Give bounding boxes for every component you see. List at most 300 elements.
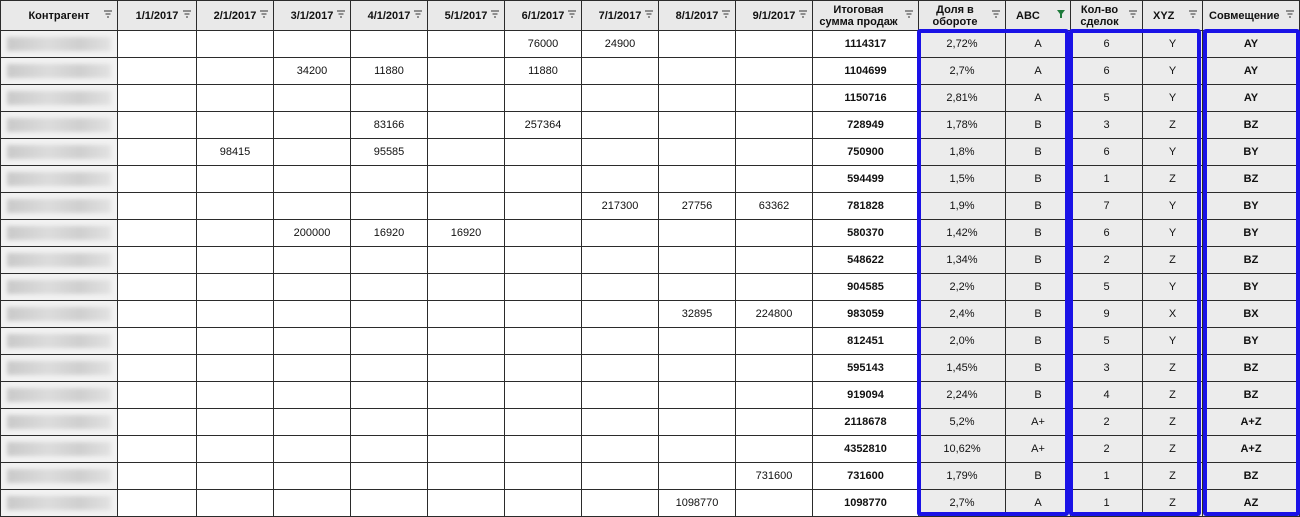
filter-icon[interactable] bbox=[798, 9, 808, 19]
deals-cell[interactable]: 3 bbox=[1071, 355, 1143, 382]
month-cell[interactable] bbox=[659, 220, 736, 247]
month-cell[interactable] bbox=[736, 274, 813, 301]
counterparty-cell[interactable] bbox=[1, 490, 118, 517]
month-cell[interactable] bbox=[659, 328, 736, 355]
xyz-cell[interactable]: Z bbox=[1143, 382, 1203, 409]
month-cell[interactable] bbox=[351, 274, 428, 301]
month-cell[interactable] bbox=[351, 85, 428, 112]
month-cell[interactable] bbox=[118, 409, 197, 436]
abc-cell[interactable]: A+ bbox=[1006, 436, 1071, 463]
deals-cell[interactable]: 3 bbox=[1071, 112, 1143, 139]
total-cell[interactable]: 731600 bbox=[813, 463, 919, 490]
month-cell[interactable] bbox=[351, 247, 428, 274]
month-cell[interactable] bbox=[428, 355, 505, 382]
counterparty-cell[interactable] bbox=[1, 382, 118, 409]
share-cell[interactable]: 1,9% bbox=[919, 193, 1006, 220]
month-cell[interactable] bbox=[118, 328, 197, 355]
month-cell[interactable] bbox=[505, 220, 582, 247]
month-cell[interactable] bbox=[505, 328, 582, 355]
header-month-4[interactable] bbox=[351, 1, 428, 31]
total-cell[interactable]: 1114317 bbox=[813, 31, 919, 58]
month-cell[interactable] bbox=[274, 463, 351, 490]
deals-cell[interactable]: 7 bbox=[1071, 193, 1143, 220]
month-cell[interactable] bbox=[197, 166, 274, 193]
counterparty-cell[interactable] bbox=[1, 355, 118, 382]
month-cell[interactable] bbox=[274, 274, 351, 301]
month-cell[interactable] bbox=[428, 193, 505, 220]
deals-cell[interactable]: 2 bbox=[1071, 409, 1143, 436]
month-cell[interactable] bbox=[582, 328, 659, 355]
counterparty-cell[interactable] bbox=[1, 85, 118, 112]
month-cell[interactable] bbox=[582, 220, 659, 247]
header-month-8[interactable] bbox=[659, 1, 736, 31]
month-cell[interactable] bbox=[659, 409, 736, 436]
month-cell[interactable] bbox=[428, 409, 505, 436]
month-cell[interactable] bbox=[274, 166, 351, 193]
month-cell[interactable] bbox=[351, 355, 428, 382]
month-cell[interactable]: 83166 bbox=[351, 112, 428, 139]
month-cell[interactable] bbox=[197, 58, 274, 85]
abc-cell[interactable]: B bbox=[1006, 220, 1071, 247]
month-cell[interactable] bbox=[351, 328, 428, 355]
month-cell[interactable] bbox=[197, 31, 274, 58]
month-cell[interactable] bbox=[197, 355, 274, 382]
month-cell[interactable]: 63362 bbox=[736, 193, 813, 220]
total-cell[interactable]: 2118678 bbox=[813, 409, 919, 436]
month-cell[interactable] bbox=[428, 274, 505, 301]
month-cell[interactable] bbox=[118, 58, 197, 85]
month-cell[interactable]: 98415 bbox=[197, 139, 274, 166]
filter-icon[interactable] bbox=[991, 9, 1001, 19]
month-cell[interactable] bbox=[118, 31, 197, 58]
filter-icon[interactable] bbox=[182, 9, 192, 19]
deals-cell[interactable]: 1 bbox=[1071, 166, 1143, 193]
month-cell[interactable]: 32895 bbox=[659, 301, 736, 328]
month-cell[interactable] bbox=[659, 85, 736, 112]
deals-cell[interactable]: 5 bbox=[1071, 328, 1143, 355]
month-cell[interactable] bbox=[659, 355, 736, 382]
month-cell[interactable] bbox=[197, 85, 274, 112]
month-cell[interactable] bbox=[582, 139, 659, 166]
share-cell[interactable]: 1,45% bbox=[919, 355, 1006, 382]
header-combo[interactable] bbox=[1203, 1, 1300, 31]
month-cell[interactable]: 16920 bbox=[428, 220, 505, 247]
abc-cell[interactable]: B bbox=[1006, 139, 1071, 166]
month-cell[interactable]: 257364 bbox=[505, 112, 582, 139]
total-cell[interactable]: 1104699 bbox=[813, 58, 919, 85]
month-cell[interactable]: 224800 bbox=[736, 301, 813, 328]
total-cell[interactable]: 750900 bbox=[813, 139, 919, 166]
filter-icon[interactable] bbox=[259, 9, 269, 19]
month-cell[interactable]: 16920 bbox=[351, 220, 428, 247]
deals-cell[interactable]: 6 bbox=[1071, 31, 1143, 58]
deals-cell[interactable]: 4 bbox=[1071, 382, 1143, 409]
month-cell[interactable]: 217300 bbox=[582, 193, 659, 220]
month-cell[interactable] bbox=[505, 463, 582, 490]
share-cell[interactable]: 1,42% bbox=[919, 220, 1006, 247]
month-cell[interactable] bbox=[274, 436, 351, 463]
month-cell[interactable] bbox=[197, 301, 274, 328]
month-cell[interactable] bbox=[659, 112, 736, 139]
abc-cell[interactable]: A bbox=[1006, 85, 1071, 112]
month-cell[interactable] bbox=[118, 301, 197, 328]
counterparty-cell[interactable] bbox=[1, 463, 118, 490]
month-cell[interactable] bbox=[582, 112, 659, 139]
month-cell[interactable]: 1098770 bbox=[659, 490, 736, 517]
combo-cell[interactable]: BZ bbox=[1203, 463, 1300, 490]
month-cell[interactable] bbox=[659, 58, 736, 85]
abc-cell[interactable]: B bbox=[1006, 166, 1071, 193]
combo-cell[interactable]: BY bbox=[1203, 220, 1300, 247]
month-cell[interactable] bbox=[197, 409, 274, 436]
xyz-cell[interactable]: Y bbox=[1143, 58, 1203, 85]
abc-cell[interactable]: A bbox=[1006, 31, 1071, 58]
combo-cell[interactable]: AZ bbox=[1203, 490, 1300, 517]
month-cell[interactable] bbox=[659, 247, 736, 274]
combo-cell[interactable]: BZ bbox=[1203, 112, 1300, 139]
counterparty-cell[interactable] bbox=[1, 247, 118, 274]
header-month-1[interactable] bbox=[118, 1, 197, 31]
month-cell[interactable] bbox=[118, 112, 197, 139]
deals-cell[interactable]: 6 bbox=[1071, 139, 1143, 166]
month-cell[interactable] bbox=[197, 382, 274, 409]
share-cell[interactable]: 5,2% bbox=[919, 409, 1006, 436]
month-cell[interactable] bbox=[428, 139, 505, 166]
month-cell[interactable] bbox=[274, 409, 351, 436]
total-cell[interactable]: 983059 bbox=[813, 301, 919, 328]
month-cell[interactable] bbox=[505, 85, 582, 112]
deals-cell[interactable]: 2 bbox=[1071, 436, 1143, 463]
abc-cell[interactable]: A bbox=[1006, 490, 1071, 517]
month-cell[interactable] bbox=[505, 166, 582, 193]
month-cell[interactable] bbox=[582, 382, 659, 409]
month-cell[interactable] bbox=[118, 166, 197, 193]
deals-cell[interactable]: 9 bbox=[1071, 301, 1143, 328]
month-cell[interactable]: 76000 bbox=[505, 31, 582, 58]
header-month-2[interactable] bbox=[197, 1, 274, 31]
share-cell[interactable]: 1,5% bbox=[919, 166, 1006, 193]
month-cell[interactable] bbox=[197, 436, 274, 463]
month-cell[interactable] bbox=[118, 274, 197, 301]
month-cell[interactable] bbox=[351, 409, 428, 436]
month-cell[interactable] bbox=[736, 220, 813, 247]
month-cell[interactable] bbox=[736, 166, 813, 193]
month-cell[interactable]: 27756 bbox=[659, 193, 736, 220]
month-cell[interactable] bbox=[428, 328, 505, 355]
header-share[interactable] bbox=[919, 1, 1006, 31]
abc-cell[interactable]: B bbox=[1006, 193, 1071, 220]
xyz-cell[interactable]: Y bbox=[1143, 85, 1203, 112]
filter-icon[interactable] bbox=[1128, 9, 1138, 19]
header-month-6[interactable] bbox=[505, 1, 582, 31]
total-cell[interactable]: 4352810 bbox=[813, 436, 919, 463]
month-cell[interactable] bbox=[736, 328, 813, 355]
counterparty-cell[interactable] bbox=[1, 301, 118, 328]
deals-cell[interactable]: 6 bbox=[1071, 220, 1143, 247]
month-cell[interactable] bbox=[736, 382, 813, 409]
month-cell[interactable] bbox=[118, 193, 197, 220]
xyz-cell[interactable]: Y bbox=[1143, 274, 1203, 301]
counterparty-cell[interactable] bbox=[1, 139, 118, 166]
month-cell[interactable] bbox=[428, 382, 505, 409]
month-cell[interactable] bbox=[736, 139, 813, 166]
month-cell[interactable] bbox=[428, 490, 505, 517]
header-deals[interactable] bbox=[1071, 1, 1143, 31]
month-cell[interactable] bbox=[582, 301, 659, 328]
month-cell[interactable] bbox=[736, 355, 813, 382]
filter-icon[interactable] bbox=[103, 9, 113, 19]
month-cell[interactable] bbox=[197, 463, 274, 490]
month-cell[interactable] bbox=[351, 382, 428, 409]
share-cell[interactable]: 10,62% bbox=[919, 436, 1006, 463]
month-cell[interactable] bbox=[274, 382, 351, 409]
filter-icon[interactable] bbox=[904, 9, 914, 19]
month-cell[interactable] bbox=[736, 490, 813, 517]
month-cell[interactable] bbox=[428, 85, 505, 112]
xyz-cell[interactable]: Y bbox=[1143, 139, 1203, 166]
share-cell[interactable]: 2,72% bbox=[919, 31, 1006, 58]
total-cell[interactable]: 904585 bbox=[813, 274, 919, 301]
xyz-cell[interactable]: Y bbox=[1143, 193, 1203, 220]
month-cell[interactable]: 95585 bbox=[351, 139, 428, 166]
total-cell[interactable]: 781828 bbox=[813, 193, 919, 220]
month-cell[interactable]: 24900 bbox=[582, 31, 659, 58]
xyz-cell[interactable]: Z bbox=[1143, 436, 1203, 463]
month-cell[interactable] bbox=[659, 274, 736, 301]
share-cell[interactable]: 2,7% bbox=[919, 58, 1006, 85]
month-cell[interactable] bbox=[582, 409, 659, 436]
share-cell[interactable]: 1,8% bbox=[919, 139, 1006, 166]
deals-cell[interactable]: 6 bbox=[1071, 58, 1143, 85]
month-cell[interactable] bbox=[582, 274, 659, 301]
month-cell[interactable] bbox=[428, 247, 505, 274]
month-cell[interactable] bbox=[659, 139, 736, 166]
filter-icon[interactable] bbox=[644, 9, 654, 19]
month-cell[interactable] bbox=[505, 355, 582, 382]
abc-cell[interactable]: B bbox=[1006, 463, 1071, 490]
share-cell[interactable]: 1,78% bbox=[919, 112, 1006, 139]
counterparty-cell[interactable] bbox=[1, 409, 118, 436]
month-cell[interactable] bbox=[351, 193, 428, 220]
filter-icon[interactable] bbox=[1285, 9, 1295, 19]
total-cell[interactable]: 919094 bbox=[813, 382, 919, 409]
share-cell[interactable]: 2,0% bbox=[919, 328, 1006, 355]
filter-icon[interactable] bbox=[336, 9, 346, 19]
counterparty-cell[interactable] bbox=[1, 328, 118, 355]
month-cell[interactable] bbox=[197, 328, 274, 355]
filter-icon[interactable] bbox=[721, 9, 731, 19]
month-cell[interactable] bbox=[505, 193, 582, 220]
combo-cell[interactable]: BY bbox=[1203, 328, 1300, 355]
month-cell[interactable] bbox=[118, 85, 197, 112]
month-cell[interactable]: 11880 bbox=[505, 58, 582, 85]
month-cell[interactable] bbox=[505, 139, 582, 166]
counterparty-cell[interactable] bbox=[1, 193, 118, 220]
month-cell[interactable] bbox=[582, 490, 659, 517]
month-cell[interactable] bbox=[736, 112, 813, 139]
counterparty-cell[interactable] bbox=[1, 166, 118, 193]
counterparty-cell[interactable] bbox=[1, 220, 118, 247]
combo-cell[interactable]: BY bbox=[1203, 139, 1300, 166]
month-cell[interactable] bbox=[118, 220, 197, 247]
total-cell[interactable]: 580370 bbox=[813, 220, 919, 247]
share-cell[interactable]: 2,81% bbox=[919, 85, 1006, 112]
month-cell[interactable] bbox=[736, 436, 813, 463]
counterparty-cell[interactable] bbox=[1, 112, 118, 139]
month-cell[interactable] bbox=[351, 31, 428, 58]
total-cell[interactable]: 1098770 bbox=[813, 490, 919, 517]
combo-cell[interactable]: BZ bbox=[1203, 247, 1300, 274]
share-cell[interactable]: 1,34% bbox=[919, 247, 1006, 274]
filter-icon[interactable] bbox=[567, 9, 577, 19]
header-month-7[interactable] bbox=[582, 1, 659, 31]
month-cell[interactable] bbox=[197, 490, 274, 517]
month-cell[interactable] bbox=[351, 436, 428, 463]
deals-cell[interactable]: 5 bbox=[1071, 274, 1143, 301]
abc-cell[interactable]: B bbox=[1006, 355, 1071, 382]
month-cell[interactable] bbox=[428, 463, 505, 490]
xyz-cell[interactable]: Z bbox=[1143, 490, 1203, 517]
abc-cell[interactable]: B bbox=[1006, 328, 1071, 355]
month-cell[interactable] bbox=[582, 436, 659, 463]
total-cell[interactable]: 1150716 bbox=[813, 85, 919, 112]
month-cell[interactable] bbox=[118, 139, 197, 166]
month-cell[interactable] bbox=[505, 274, 582, 301]
month-cell[interactable] bbox=[505, 436, 582, 463]
total-cell[interactable]: 812451 bbox=[813, 328, 919, 355]
filter-icon[interactable] bbox=[413, 9, 423, 19]
xyz-cell[interactable]: Z bbox=[1143, 112, 1203, 139]
month-cell[interactable] bbox=[582, 166, 659, 193]
month-cell[interactable] bbox=[505, 490, 582, 517]
share-cell[interactable]: 2,24% bbox=[919, 382, 1006, 409]
month-cell[interactable] bbox=[274, 31, 351, 58]
month-cell[interactable] bbox=[118, 490, 197, 517]
month-cell[interactable] bbox=[274, 355, 351, 382]
month-cell[interactable] bbox=[274, 490, 351, 517]
month-cell[interactable] bbox=[428, 112, 505, 139]
counterparty-cell[interactable] bbox=[1, 58, 118, 85]
share-cell[interactable]: 1,79% bbox=[919, 463, 1006, 490]
month-cell[interactable] bbox=[197, 112, 274, 139]
deals-cell[interactable]: 1 bbox=[1071, 490, 1143, 517]
counterparty-cell[interactable] bbox=[1, 436, 118, 463]
month-cell[interactable] bbox=[274, 193, 351, 220]
total-cell[interactable]: 594499 bbox=[813, 166, 919, 193]
month-cell[interactable] bbox=[505, 247, 582, 274]
month-cell[interactable] bbox=[659, 463, 736, 490]
total-cell[interactable]: 728949 bbox=[813, 112, 919, 139]
month-cell[interactable] bbox=[582, 58, 659, 85]
header-counterparty[interactable] bbox=[1, 1, 118, 31]
total-cell[interactable]: 548622 bbox=[813, 247, 919, 274]
counterparty-cell[interactable] bbox=[1, 31, 118, 58]
month-cell[interactable] bbox=[197, 220, 274, 247]
month-cell[interactable] bbox=[736, 31, 813, 58]
month-cell[interactable] bbox=[505, 409, 582, 436]
month-cell[interactable] bbox=[582, 355, 659, 382]
filter-icon[interactable] bbox=[490, 9, 500, 19]
xyz-cell[interactable]: Z bbox=[1143, 409, 1203, 436]
combo-cell[interactable]: BY bbox=[1203, 274, 1300, 301]
month-cell[interactable] bbox=[736, 247, 813, 274]
month-cell[interactable] bbox=[505, 382, 582, 409]
counterparty-cell[interactable] bbox=[1, 274, 118, 301]
share-cell[interactable]: 2,7% bbox=[919, 490, 1006, 517]
month-cell[interactable] bbox=[118, 247, 197, 274]
header-month-3[interactable] bbox=[274, 1, 351, 31]
combo-cell[interactable]: A+Z bbox=[1203, 409, 1300, 436]
month-cell[interactable] bbox=[736, 409, 813, 436]
month-cell[interactable] bbox=[274, 85, 351, 112]
month-cell[interactable] bbox=[428, 436, 505, 463]
header-xyz[interactable] bbox=[1143, 1, 1203, 31]
combo-cell[interactable]: BZ bbox=[1203, 382, 1300, 409]
month-cell[interactable] bbox=[118, 463, 197, 490]
month-cell[interactable]: 34200 bbox=[274, 58, 351, 85]
month-cell[interactable] bbox=[351, 490, 428, 517]
deals-cell[interactable]: 1 bbox=[1071, 463, 1143, 490]
month-cell[interactable] bbox=[736, 58, 813, 85]
xyz-cell[interactable]: Y bbox=[1143, 31, 1203, 58]
month-cell[interactable] bbox=[197, 193, 274, 220]
month-cell[interactable] bbox=[351, 301, 428, 328]
xyz-cell[interactable]: Y bbox=[1143, 328, 1203, 355]
abc-cell[interactable]: A bbox=[1006, 58, 1071, 85]
filter-active-icon[interactable] bbox=[1056, 9, 1066, 19]
share-cell[interactable]: 2,2% bbox=[919, 274, 1006, 301]
filter-icon[interactable] bbox=[1188, 9, 1198, 19]
combo-cell[interactable]: AY bbox=[1203, 85, 1300, 112]
share-cell[interactable]: 2,4% bbox=[919, 301, 1006, 328]
xyz-cell[interactable]: Y bbox=[1143, 220, 1203, 247]
combo-cell[interactable]: A+Z bbox=[1203, 436, 1300, 463]
month-cell[interactable] bbox=[274, 112, 351, 139]
month-cell[interactable] bbox=[659, 382, 736, 409]
abc-cell[interactable]: B bbox=[1006, 274, 1071, 301]
month-cell[interactable] bbox=[505, 301, 582, 328]
month-cell[interactable] bbox=[351, 166, 428, 193]
month-cell[interactable] bbox=[118, 436, 197, 463]
abc-cell[interactable]: B bbox=[1006, 301, 1071, 328]
combo-cell[interactable]: AY bbox=[1203, 31, 1300, 58]
abc-cell[interactable]: B bbox=[1006, 382, 1071, 409]
abc-cell[interactable]: B bbox=[1006, 247, 1071, 274]
total-cell[interactable]: 595143 bbox=[813, 355, 919, 382]
month-cell[interactable] bbox=[197, 274, 274, 301]
month-cell[interactable] bbox=[197, 247, 274, 274]
month-cell[interactable] bbox=[659, 436, 736, 463]
month-cell[interactable] bbox=[582, 247, 659, 274]
deals-cell[interactable]: 5 bbox=[1071, 85, 1143, 112]
month-cell[interactable]: 731600 bbox=[736, 463, 813, 490]
month-cell[interactable] bbox=[274, 301, 351, 328]
month-cell[interactable] bbox=[351, 463, 428, 490]
month-cell[interactable] bbox=[582, 463, 659, 490]
header-month-5[interactable] bbox=[428, 1, 505, 31]
abc-cell[interactable]: B bbox=[1006, 112, 1071, 139]
month-cell[interactable] bbox=[428, 166, 505, 193]
month-cell[interactable] bbox=[659, 31, 736, 58]
month-cell[interactable] bbox=[428, 31, 505, 58]
deals-cell[interactable]: 2 bbox=[1071, 247, 1143, 274]
month-cell[interactable]: 11880 bbox=[351, 58, 428, 85]
month-cell[interactable]: 200000 bbox=[274, 220, 351, 247]
xyz-cell[interactable]: Z bbox=[1143, 166, 1203, 193]
header-total[interactable] bbox=[813, 1, 919, 31]
abc-cell[interactable]: A+ bbox=[1006, 409, 1071, 436]
month-cell[interactable] bbox=[428, 301, 505, 328]
